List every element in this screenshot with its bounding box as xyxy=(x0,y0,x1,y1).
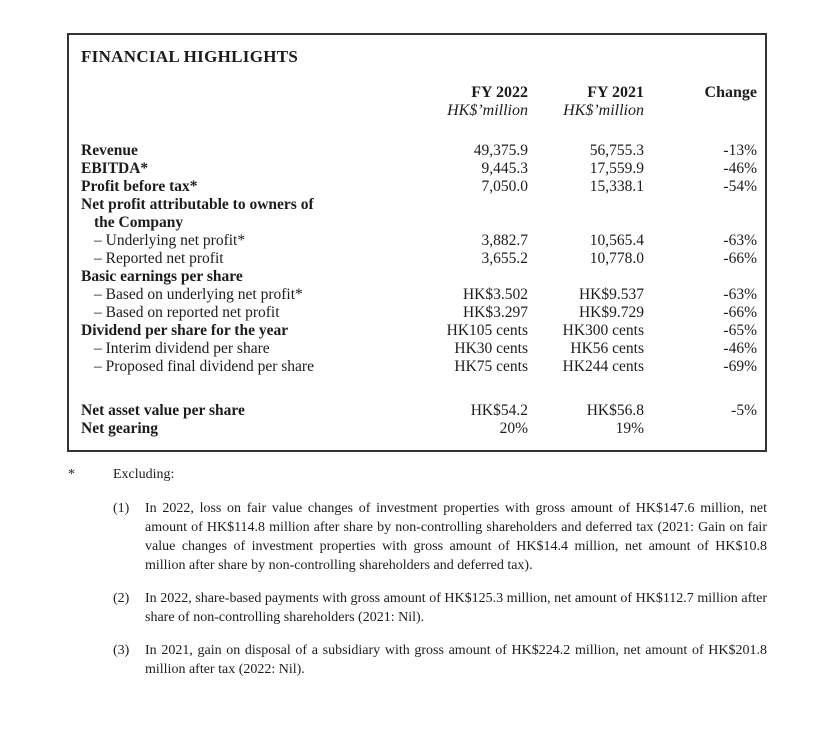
fy2022-value: HK$3.502 xyxy=(462,286,528,303)
asterisk-marker: * xyxy=(68,467,75,482)
row-label: – Proposed final dividend per share xyxy=(94,358,314,375)
row-label: – Based on underlying net profit* xyxy=(94,286,303,303)
change-value: -69% xyxy=(723,358,757,375)
fy2021-value: 56,755.3 xyxy=(589,142,644,159)
table-row xyxy=(81,322,757,340)
fy2022-value: 9,445.3 xyxy=(481,160,528,177)
table-row xyxy=(81,250,757,268)
fy2021-value: HK$9.729 xyxy=(578,304,644,321)
table-row xyxy=(81,160,757,178)
fy2021-value: 15,338.1 xyxy=(589,178,644,195)
fy2021-value: HK244 cents xyxy=(562,358,644,375)
change-value xyxy=(644,196,757,214)
table-row xyxy=(81,268,757,286)
change-value: -65% xyxy=(723,322,757,339)
fy2021-value: 10,565.4 xyxy=(589,232,644,249)
row-label: Profit before tax* xyxy=(81,178,198,195)
table-row xyxy=(81,286,757,304)
change-value xyxy=(644,420,757,438)
header-unit-blank xyxy=(81,102,398,120)
fy2022-value: 3,882.7 xyxy=(481,232,528,249)
footnote-text: In 2022, share-based payments with gross amount of HK$125.3 million, net amount of HK$112.7 million after share of non-controlling shareholders (2021: Nil). xyxy=(145,591,767,625)
row-label: – Interim dividend per share xyxy=(94,340,270,357)
fy2021-value: 10,778.0 xyxy=(589,250,644,267)
change-value: -66% xyxy=(723,304,757,321)
change-value: -66% xyxy=(723,250,757,267)
fy2021-value: HK56 cents xyxy=(570,340,644,357)
fy2022-value: 3,655.2 xyxy=(481,250,528,267)
table-body xyxy=(81,120,757,438)
change-value xyxy=(644,214,757,232)
footnote-number: (3) xyxy=(113,643,130,658)
column-unit-fy2021: HK$’million xyxy=(563,102,644,119)
footnote-item xyxy=(68,589,768,627)
footnote-number: (1) xyxy=(113,501,130,516)
fy2021-value xyxy=(528,268,644,286)
fy2021-value: 17,559.9 xyxy=(589,160,644,177)
fy2022-value xyxy=(398,214,528,232)
row-label: Revenue xyxy=(81,142,138,159)
fy2022-value: HK75 cents xyxy=(454,358,528,375)
fy2022-value: HK$3.297 xyxy=(462,304,528,321)
fy2021-value: HK$56.8 xyxy=(586,402,644,419)
fy2022-value: 49,375.9 xyxy=(473,142,528,159)
header-unit-row xyxy=(81,102,757,120)
change-value: -63% xyxy=(723,232,757,249)
table-row xyxy=(81,304,757,322)
fy2021-value xyxy=(528,196,644,214)
table-row xyxy=(81,178,757,196)
row-label: EBITDA* xyxy=(81,160,149,177)
column-header-change: Change xyxy=(704,84,757,101)
row-label: Dividend per share for the year xyxy=(81,322,289,339)
footnote-text: In 2022, loss on fair value changes of investment properties with gross amount of HK$147.6 million, net amount of HK$114.8 million after share by non-controlling shareholders and deferred tax (2021: Gain on fair value changes of investment properties with gross amount of HK$14.4 million, net amount of HK$10.8 million after share by non-controlling shareholders and deferred tax). xyxy=(145,501,767,573)
section-title: FINANCIAL HIGHLIGHTS xyxy=(81,47,299,66)
row-label: – Underlying net profit* xyxy=(94,232,246,249)
footnote-heading: Excluding: xyxy=(113,467,175,482)
row-label: the Company xyxy=(94,214,184,231)
row-label: Net asset value per share xyxy=(81,402,245,419)
header-label-blank xyxy=(81,84,398,102)
fy2022-value: HK105 cents xyxy=(446,322,528,339)
change-value: -46% xyxy=(723,340,757,357)
table-row xyxy=(81,214,757,232)
change-value: -63% xyxy=(723,286,757,303)
table-row xyxy=(81,420,757,438)
fy2021-value: 19% xyxy=(615,420,644,437)
table-row xyxy=(81,196,757,214)
table-header xyxy=(81,84,757,120)
fy2021-value: HK$9.537 xyxy=(578,286,644,303)
header-year-row xyxy=(81,84,757,102)
column-unit-fy2022: HK$’million xyxy=(447,102,528,119)
fy2021-value: HK300 cents xyxy=(562,322,644,339)
financial-highlights-table xyxy=(81,84,757,438)
fy2021-value xyxy=(528,214,644,232)
fy2022-value: HK$54.2 xyxy=(470,402,528,419)
table-spacer-row xyxy=(81,376,757,402)
row-label: Basic earnings per share xyxy=(81,268,243,285)
table-row xyxy=(81,340,757,358)
header-unit-blank-change xyxy=(644,102,757,120)
footnote-text: In 2021, gain on disposal of a subsidiary with gross amount of HK$224.2 million, net amount of HK$201.8 million after tax (2022: Nil). xyxy=(145,643,767,677)
footnote-item xyxy=(68,499,768,575)
fy2022-value: HK30 cents xyxy=(454,340,528,357)
footnote-header xyxy=(68,465,768,484)
table-row xyxy=(81,120,757,160)
column-header-fy2021: FY 2021 xyxy=(587,84,644,101)
fy2022-value: 7,050.0 xyxy=(481,178,528,195)
change-value: -46% xyxy=(723,160,757,177)
change-value: -5% xyxy=(731,402,757,419)
footnotes-section xyxy=(68,465,768,679)
fy2022-value xyxy=(398,196,528,214)
row-label: – Based on reported net profit xyxy=(94,304,280,321)
footnote-number: (2) xyxy=(113,591,130,606)
fy2022-value xyxy=(398,268,528,286)
row-label: – Reported net profit xyxy=(94,250,224,267)
row-label: Net gearing xyxy=(81,420,159,437)
change-value xyxy=(644,268,757,286)
table-row xyxy=(81,232,757,250)
change-value: -54% xyxy=(723,178,757,195)
footnote-item xyxy=(68,641,768,679)
footnote-items xyxy=(68,499,768,679)
financial-highlights-box xyxy=(67,33,767,452)
change-value: -13% xyxy=(723,142,757,159)
spacer-cell xyxy=(81,376,757,402)
column-header-fy2022: FY 2022 xyxy=(471,84,528,101)
fy2022-value: 20% xyxy=(499,420,528,437)
table-row xyxy=(81,358,757,376)
table-row xyxy=(81,402,757,420)
row-label: Net profit attributable to owners of xyxy=(81,196,314,213)
